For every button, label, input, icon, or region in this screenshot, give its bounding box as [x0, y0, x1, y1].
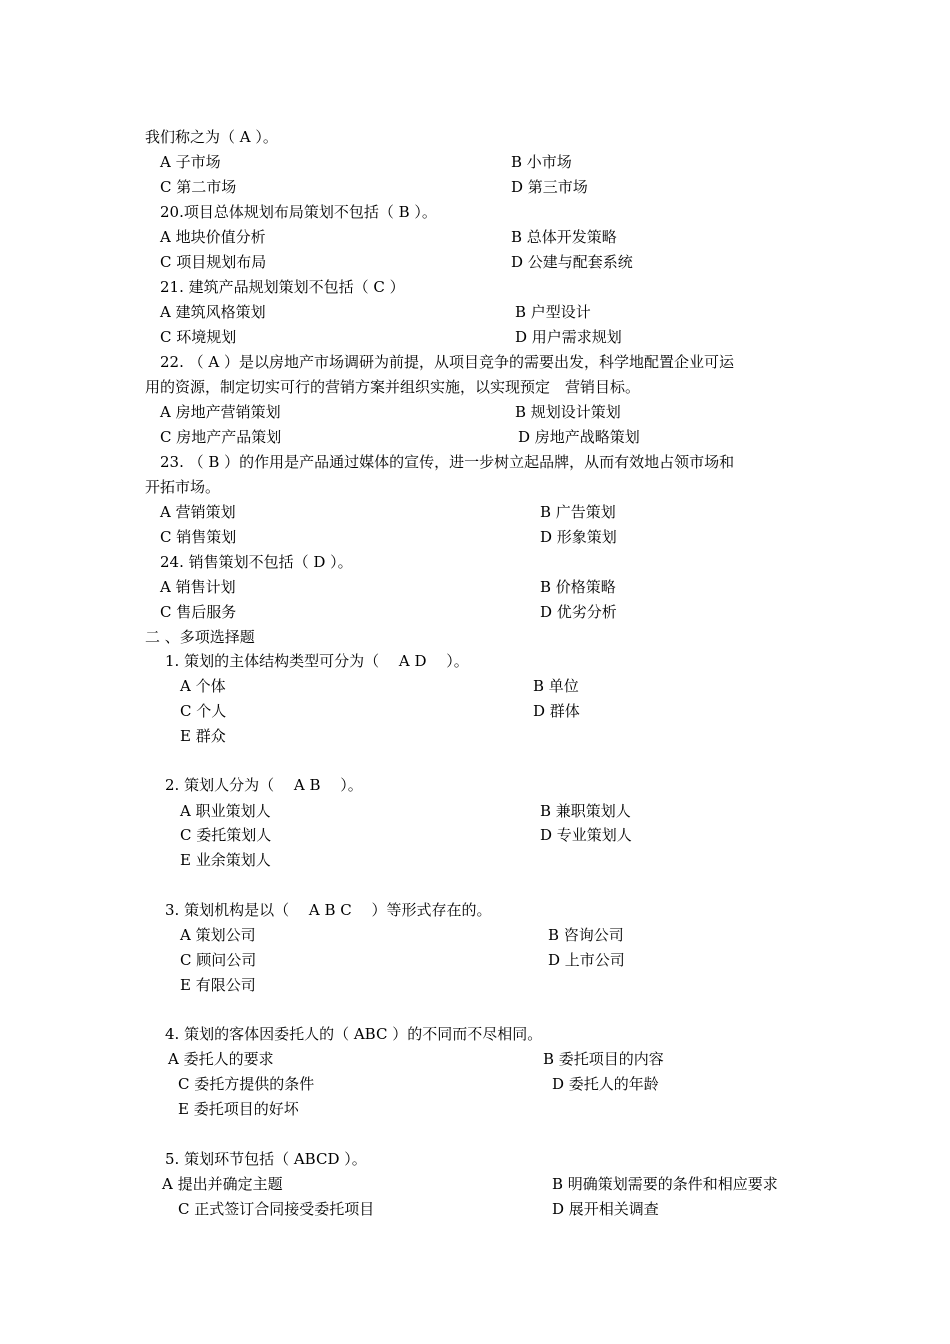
question-20: 20.项目总体规划布局策划不包括（ B ）。: [160, 203, 437, 221]
option-d: D 上市公司: [548, 951, 625, 969]
multi-question-5: 5. 策划环节包括（ ABCD ）。: [165, 1150, 367, 1168]
option-b: B 规划设计策划: [515, 403, 621, 421]
option-c: C 房地产产品策划: [160, 428, 282, 446]
option-a: A 提出并确定主题: [162, 1175, 283, 1193]
option-a: A 子市场: [160, 153, 221, 171]
option-c: C 委托方提供的条件: [178, 1075, 315, 1093]
option-d: D 房地产战略策划: [518, 428, 640, 446]
option-c: C 个人: [180, 702, 227, 720]
option-d: D 形象策划: [540, 528, 617, 546]
option-c: C 顾问公司: [180, 951, 257, 969]
option-c: C 环境规划: [160, 328, 237, 346]
text-line: 我们称之为（ A ）。: [145, 128, 278, 146]
section-heading: 二 、多项选择题: [145, 628, 255, 646]
multi-question-2: 2. 策划人分为（ A B ）。: [165, 776, 363, 794]
option-d: D 委托人的年龄: [552, 1075, 659, 1093]
option-a: A 建筑风格策划: [160, 303, 266, 321]
question-22-cont: 用的资源，制定切实可行的营销方案并组织实施，以实现预定 营销目标。: [145, 378, 641, 396]
option-c: C 售后服务: [160, 603, 237, 621]
question-23-cont: 开拓市场。: [145, 478, 221, 496]
option-b: B 价格策略: [540, 578, 616, 596]
option-a: A 策划公司: [180, 926, 256, 944]
option-b: B 明确策划需要的条件和相应要求: [552, 1175, 778, 1193]
option-a: A 销售计划: [160, 578, 236, 596]
option-d: D 专业策划人: [540, 826, 632, 844]
question-22: 22. （ A ）是以房地产市场调研为前提，从项目竞争的需要出发，科学地配置企业可运: [160, 353, 734, 371]
option-a: A 个体: [180, 677, 226, 695]
option-a: A 房地产营销策划: [160, 403, 281, 421]
option-d: D 群体: [533, 702, 580, 720]
question-23: 23. （ B ）的作用是产品通过媒体的宣传，进一步树立起品牌，从而有效地占领市场和: [160, 453, 735, 471]
option-e: E 群众: [180, 727, 226, 745]
option-d: D 展开相关调查: [552, 1200, 659, 1218]
option-c: C 正式签订合同接受委托项目: [178, 1200, 375, 1218]
question-21: 21. 建筑产品规划策划不包括（ C ）: [160, 278, 405, 296]
option-b: B 兼职策划人: [540, 802, 631, 820]
option-c: C 销售策划: [160, 528, 237, 546]
option-d: D 用户需求规划: [515, 328, 622, 346]
option-e: E 委托项目的好坏: [178, 1100, 299, 1118]
option-d: D 优劣分析: [540, 603, 617, 621]
question-24: 24. 销售策划不包括（ D ）。: [160, 553, 353, 571]
option-a: A 委托人的要求: [168, 1050, 274, 1068]
option-a: A 职业策划人: [180, 802, 271, 820]
option-e: E 有限公司: [180, 976, 256, 994]
option-c: C 第二市场: [160, 178, 237, 196]
option-e: E 业余策划人: [180, 851, 271, 869]
multi-question-4: 4. 策划的客体因委托人的（ ABC ）的不同而不尽相同。: [165, 1025, 543, 1043]
option-b: B 户型设计: [515, 303, 591, 321]
multi-question-3: 3. 策划机构是以（ A B C ）等形式存在的。: [165, 901, 492, 919]
option-b: B 单位: [533, 677, 579, 695]
option-d: D 第三市场: [511, 178, 588, 196]
option-a: A 地块价值分析: [160, 228, 266, 246]
option-d: D 公建与配套系统: [511, 253, 633, 271]
option-b: B 委托项目的内容: [543, 1050, 664, 1068]
option-b: B 总体开发策略: [511, 228, 617, 246]
option-a: A 营销策划: [160, 503, 236, 521]
multi-question-1: 1. 策划的主体结构类型可分为（ A D ）。: [165, 652, 469, 670]
option-c: C 委托策划人: [180, 826, 272, 844]
option-b: B 小市场: [511, 153, 572, 171]
option-b: B 咨询公司: [548, 926, 624, 944]
option-b: B 广告策划: [540, 503, 616, 521]
option-c: C 项目规划布局: [160, 253, 267, 271]
